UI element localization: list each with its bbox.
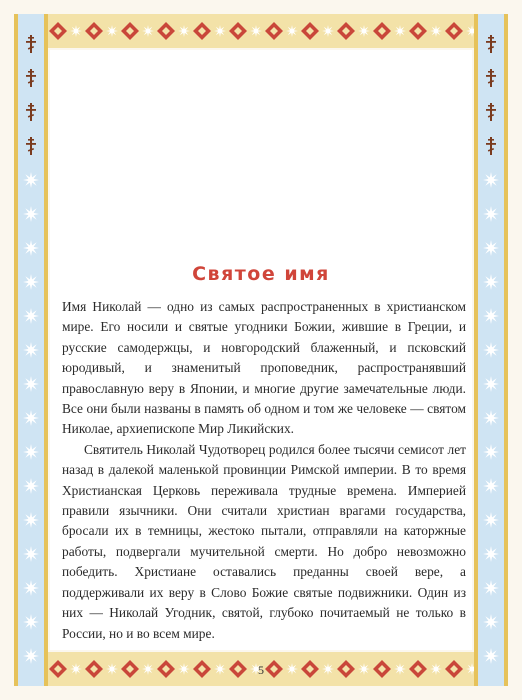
- paragraph-2: Святитель Николай Чудотворец родился более тысячи семисот лет назад в далекой маленькой провинции Римской империи. В то время Христианская Церковь переживала трудные времена. Империей правили язычники. Они считали христиан врагами государства, бросали их в темницы, жестоко пытали, отправляли на каторжные работы, подвергали мучительной смерти. Но добро невозможно победить. Христиане оставались преданны своей вере, а поддерживали их веру в Слово Божие святые подвижники. Один из них — Николай Угодник, святой, глубоко почитаемый не только в России, но и во всем мире.: [62, 441, 466, 641]
- star-ornament-icon: [483, 512, 499, 528]
- star-ornament-icon: [23, 580, 39, 596]
- star-ornament-icon: [23, 172, 39, 188]
- star-ornament-icon: [483, 172, 499, 188]
- star-ornament-icon: [23, 410, 39, 426]
- star-ornament-icon: [483, 614, 499, 630]
- star-ornament-icon: [23, 376, 39, 392]
- star-ornament-icon: [23, 308, 39, 324]
- star-ornament-icon: [483, 308, 499, 324]
- right-ornament-border: [474, 14, 508, 686]
- star-ornament-icon: [483, 648, 499, 664]
- section-title: Святое имя: [192, 263, 330, 285]
- star-ornament-icon: [23, 206, 39, 222]
- star-ornament-icon: [483, 240, 499, 256]
- star-ornament-icon: [23, 512, 39, 528]
- star-ornament-icon: [483, 546, 499, 562]
- star-ornament-icon: [23, 648, 39, 664]
- body-text: [62, 297, 466, 644]
- star-ornament-icon: [23, 444, 39, 460]
- star-ornament-icon: [23, 478, 39, 494]
- star-ornament-icon: [23, 342, 39, 358]
- star-ornament-icon: [23, 614, 39, 630]
- top-ornament-border: [40, 14, 482, 48]
- star-ornament-icon: [483, 478, 499, 494]
- star-ornament-icon: [483, 410, 499, 426]
- left-ornament-border: [14, 14, 48, 686]
- star-ornament-icon: [483, 206, 499, 222]
- star-ornament-icon: [23, 546, 39, 562]
- star-ornament-icon: [483, 376, 499, 392]
- star-ornament-icon: [483, 580, 499, 596]
- star-ornament-icon: [23, 240, 39, 256]
- paragraph-1: Имя Николай — одно из самых распространенных в христианском мире. Его носили и святые угодники Божии, жившие в Греции, и русские самодержцы, и новгородский блаженный, и псковский юродивый, и знаменитый проповедник, распространявший православную веру в Японии, и многие другие замечательные люди. Все они были названы в память об одном и том же человеке — святом Николае, архиепископе Мир Ликийских.: [62, 299, 466, 437]
- star-ornament-icon: [483, 444, 499, 460]
- page-number: 5: [258, 663, 264, 677]
- star-ornament-icon: [483, 342, 499, 358]
